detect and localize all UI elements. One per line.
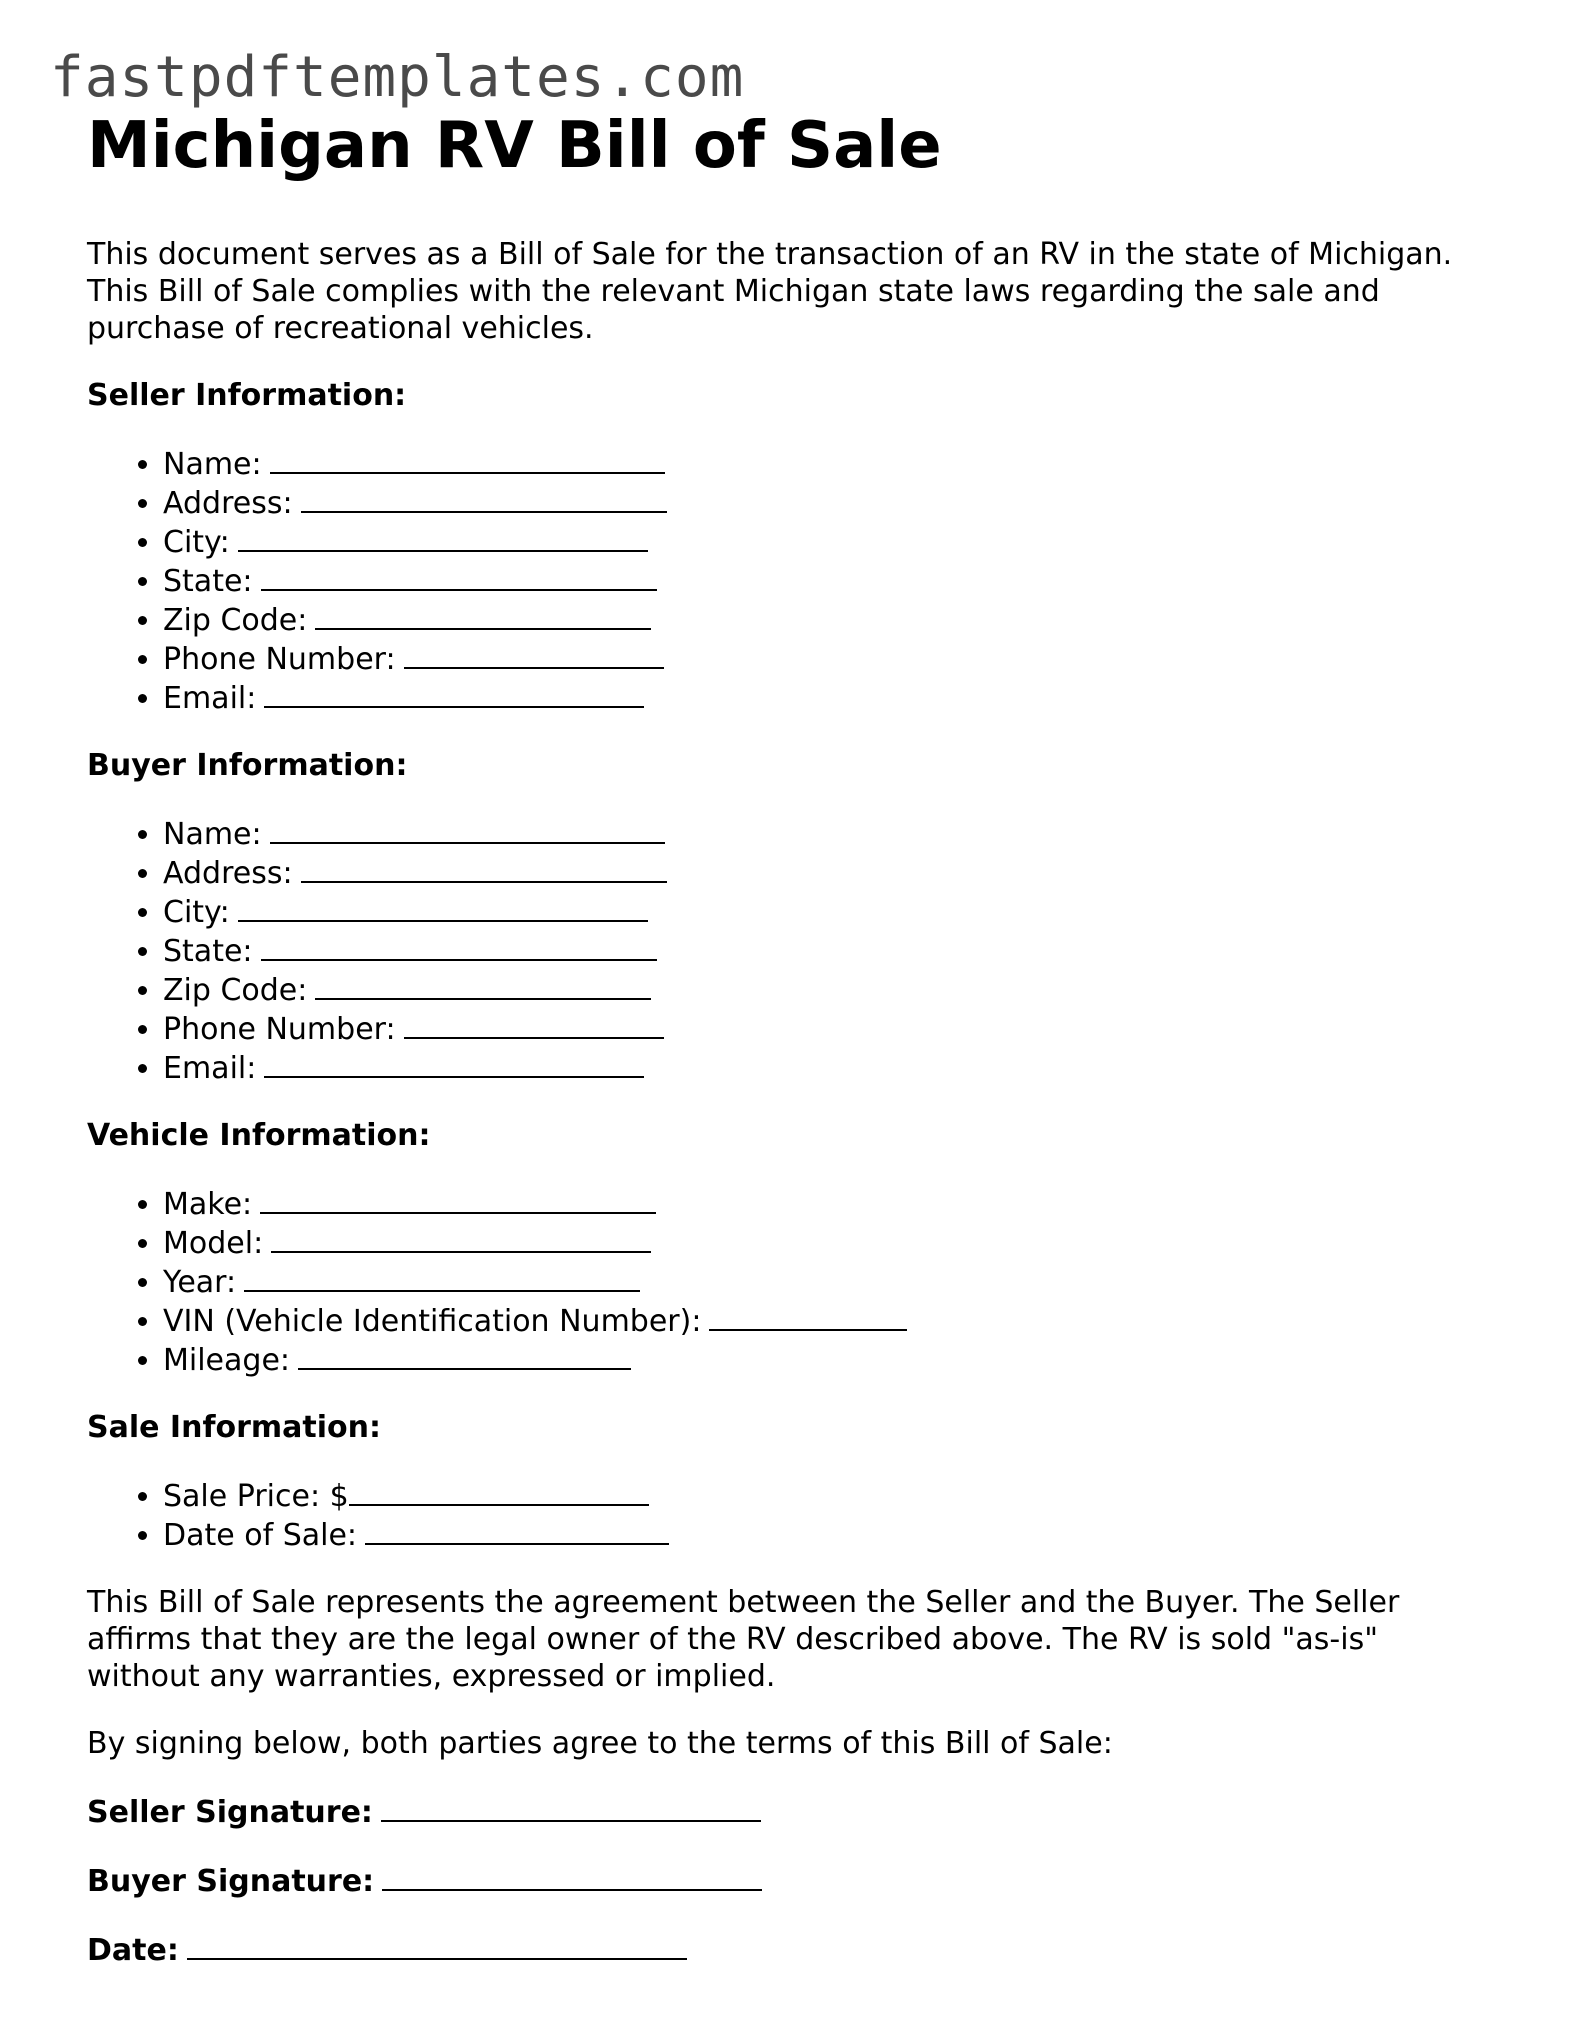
- date-row: [87, 1930, 1487, 1969]
- seller-name-field[interactable]: [270, 444, 665, 474]
- seller-zip-field[interactable]: [315, 600, 651, 630]
- seller-phone-item: [163, 639, 1487, 678]
- vehicle-mileage-item: [163, 1340, 1487, 1379]
- seller-city-item: [163, 522, 1487, 561]
- buyer-state-item: [163, 931, 1487, 970]
- buyer-heading: Buyer Information:: [87, 747, 408, 783]
- buyer-name-item: [163, 814, 1487, 853]
- field-label: Email:: [163, 1050, 257, 1086]
- field-label: Email:: [163, 680, 257, 716]
- vehicle-year-item: [163, 1262, 1487, 1301]
- seller-address-field[interactable]: [301, 483, 667, 513]
- field-label: Address:: [163, 485, 293, 521]
- buyer-zip-field[interactable]: [315, 970, 651, 1000]
- seller-email-field[interactable]: [264, 678, 644, 708]
- vehicle-heading: Vehicle Information:: [87, 1117, 431, 1153]
- watermark: fastpdftemplates.com: [50, 45, 745, 110]
- field-label: Zip Code:: [163, 602, 308, 638]
- vehicle-year-field[interactable]: [244, 1262, 640, 1292]
- field-label: VIN (Vehicle Identification Number):: [163, 1303, 702, 1339]
- field-label: Make:: [163, 1186, 253, 1222]
- field-label: Name:: [163, 816, 262, 852]
- date-label: Date:: [87, 1932, 179, 1968]
- buyer-name-field[interactable]: [270, 814, 665, 844]
- field-label: State:: [163, 563, 253, 599]
- seller-phone-field[interactable]: [404, 639, 664, 669]
- seller-city-field[interactable]: [238, 522, 648, 552]
- sale-price-field[interactable]: [349, 1476, 649, 1506]
- vehicle-vin-field[interactable]: [709, 1301, 907, 1331]
- buyer-signature-label: Buyer Signature:: [87, 1863, 375, 1899]
- vehicle-make-field[interactable]: [260, 1184, 656, 1214]
- intro-paragraph: This document serves as a Bill of Sale for the transaction of an RV in the state of Michigan. This Bill of Sale complies with the relevant Michigan state laws regarding the sale and purchase of recreational vehicles.: [87, 236, 1453, 346]
- vehicle-field-list: [87, 1184, 1487, 1379]
- field-label: Phone Number:: [163, 1011, 396, 1047]
- sale-heading: Sale Information:: [87, 1409, 381, 1445]
- field-label: Model:: [163, 1225, 264, 1261]
- field-label: Mileage:: [163, 1342, 291, 1378]
- buyer-state-field[interactable]: [261, 931, 657, 961]
- field-label: Date of Sale:: [163, 1517, 358, 1553]
- buyer-phone-item: [163, 1009, 1487, 1048]
- sale-date-item: [163, 1515, 1487, 1554]
- field-label: State:: [163, 933, 253, 969]
- seller-signature-field[interactable]: [381, 1792, 761, 1822]
- seller-state-item: [163, 561, 1487, 600]
- seller-field-list: [87, 444, 1487, 717]
- buyer-zip-item: [163, 970, 1487, 1009]
- seller-signature-label: Seller Signature:: [87, 1794, 373, 1830]
- field-label: Phone Number:: [163, 641, 396, 677]
- field-label: City:: [163, 894, 230, 930]
- seller-signature-row: [87, 1792, 1487, 1831]
- date-field[interactable]: [187, 1930, 687, 1960]
- field-label: Year:: [163, 1264, 237, 1300]
- field-label: Zip Code:: [163, 972, 308, 1008]
- field-label: Sale Price: $: [163, 1478, 349, 1514]
- buyer-city-field[interactable]: [238, 892, 648, 922]
- field-label: Address:: [163, 855, 293, 891]
- document-body: [87, 110, 1487, 1969]
- seller-email-item: [163, 678, 1487, 717]
- seller-zip-item: [163, 600, 1487, 639]
- sale-date-field[interactable]: [365, 1515, 669, 1545]
- buyer-address-item: [163, 853, 1487, 892]
- sale-field-list: [87, 1476, 1487, 1554]
- buyer-email-item: [163, 1048, 1487, 1087]
- seller-state-field[interactable]: [261, 561, 657, 591]
- seller-address-item: [163, 483, 1487, 522]
- field-label: City:: [163, 524, 230, 560]
- vehicle-model-field[interactable]: [271, 1223, 651, 1253]
- buyer-city-item: [163, 892, 1487, 931]
- buyer-address-field[interactable]: [301, 853, 667, 883]
- vehicle-model-item: [163, 1223, 1487, 1262]
- page-title: Michigan RV Bill of Sale: [87, 109, 942, 183]
- buyer-signature-field[interactable]: [382, 1861, 762, 1891]
- buyer-phone-field[interactable]: [404, 1009, 664, 1039]
- seller-name-item: [163, 444, 1487, 483]
- vehicle-make-item: [163, 1184, 1487, 1223]
- agreement-paragraph: This Bill of Sale represents the agreement between the Seller and the Buyer. The Seller affirms that they are the legal owner of the RV described above. The RV is sold "as-is" without any warranties, expressed or implied.: [87, 1584, 1400, 1694]
- buyer-email-field[interactable]: [264, 1048, 644, 1078]
- sale-price-item: [163, 1476, 1487, 1515]
- buyer-field-list: [87, 814, 1487, 1087]
- seller-heading: Seller Information:: [87, 377, 407, 413]
- buyer-signature-row: [87, 1861, 1487, 1900]
- vehicle-vin-item: [163, 1301, 1487, 1340]
- signing-intro: By signing below, both parties agree to the terms of this Bill of Sale:: [87, 1725, 1113, 1761]
- vehicle-mileage-field[interactable]: [298, 1340, 631, 1370]
- field-label: Name:: [163, 446, 262, 482]
